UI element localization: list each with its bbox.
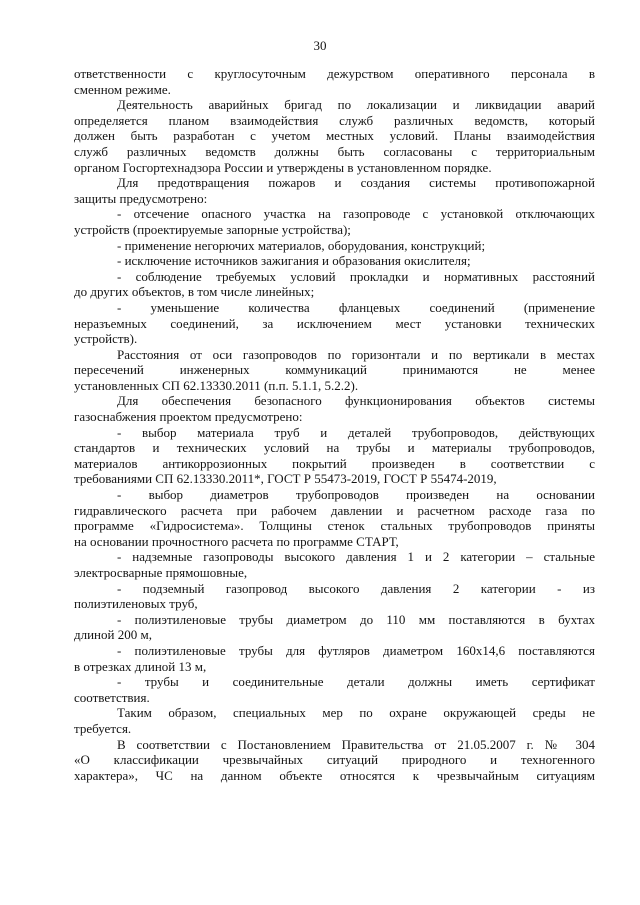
text-line: в отрезках длиной 13 м, (74, 658, 207, 674)
text-line: характера», ЧС на данном объекте относятся к чрезвычайным ситуациям (74, 767, 595, 783)
text-line: программе «Гидросистема». Толщины стенок стальных трубопроводов приняты (74, 518, 595, 534)
text-line: на основании прочностного расчета по программе СТАРТ, (74, 533, 399, 549)
text-line: до других объектов, в том числе линейных; (74, 284, 315, 300)
text-line: пересечений инженерных коммуникаций принимаются не менее (74, 362, 595, 378)
text-line: неразъемных соединений, за исключением мест установки технических (74, 315, 595, 331)
text-line: Для предотвращения пожаров и создания системы противопожарной (117, 175, 595, 191)
text-line: должен быть разработан с учетом местных условий. Планы взаимодействия (74, 128, 595, 144)
text-line: стандартов и технических условий на трубы и материалы трубопроводов, (74, 440, 595, 456)
text-line: требуется. (74, 720, 132, 736)
text-line: Деятельность аварийных бригад по локализации и ликвидации аварий (117, 97, 595, 113)
text-line: длиной 200 м, (74, 627, 152, 643)
text-line: - выбор материала труб и деталей трубопроводов, действующих (117, 424, 595, 440)
text-line: Расстояния от оси газопроводов по горизонтали и по вертикали в местах (117, 346, 595, 362)
text-line: установленных СП 62.13330.2011 (п.п. 5.1.1, 5.2.2). (74, 377, 359, 393)
text-line: материалов антикоррозионных покрытий произведен в соответствии с (74, 455, 595, 471)
text-line: Таким образом, специальных мер по охране окружающей среды не (117, 705, 595, 721)
text-line: органом Госгортехнадзора России и утверждены в установленном порядке. (74, 159, 492, 175)
text-line: - надземные газопроводы высокого давления 1 и 2 категории – стальные (117, 549, 595, 565)
text-line: устройств (проектируемые запорные устройства); (74, 221, 351, 237)
text-line: - выбор диаметров трубопроводов произведен на основании (117, 487, 595, 503)
text-line: сменном режиме. (74, 81, 171, 97)
text-line: полиэтиленовых труб, (74, 596, 198, 612)
text-line: электросварные прямошовные, (74, 565, 248, 580)
text-line: ответственности с круглосуточным дежурством оперативного персонала в (74, 66, 595, 81)
text-line: - подземный газопровод высокого давления 2 категории - из (117, 580, 595, 596)
text-line: требованиями СП 62.13330.2011*, ГОСТ Р 55473-2019, ГОСТ Р 55474-2019, (74, 471, 497, 487)
text-line: В соответствии с Постановлением Правительства от 21.05.2007 г. № 304 (117, 736, 595, 752)
text-line: - полиэтиленовые трубы для футляров диаметром 160х14,6 поставляются (117, 642, 595, 658)
text-line: защиты предусмотрено: (74, 190, 208, 206)
text-line: - отсечение опасного участка на газопроводе с установкой отключающих (117, 206, 595, 222)
text-line: - трубы и соединительные детали должны иметь сертификат (117, 674, 595, 690)
text-line: служб различных ведомств должны быть согласованы с территориальным (74, 143, 595, 159)
text-line: - уменьшение количества фланцевых соединений (применение (117, 299, 595, 315)
text-line: соответствия. (74, 689, 150, 705)
text-line: - исключение источников зажигания и образования окислителя; (117, 253, 471, 269)
text-line: газоснабжения проектом предусмотрено: (74, 409, 303, 425)
text-line: - полиэтиленовые трубы диаметром до 110 мм поставляются в бухтах (117, 611, 595, 627)
text-line: гидравлического расчета при рабочем давлении и расчетном расходе газа по (74, 502, 595, 518)
text-line: определяется планом взаимодействия служб различных ведомств, который (74, 112, 595, 128)
text-line: Для обеспечения безопасного функционирования объектов системы (117, 393, 595, 409)
document-body (74, 66, 595, 783)
text-line: «О классификации чрезвычайных ситуаций природного и техногенного (74, 752, 595, 768)
text-line: - соблюдение требуемых условий прокладки и нормативных расстояний (117, 268, 595, 284)
text-line: - применение негорючих материалов, оборудования, конструкций; (117, 237, 486, 253)
text-line: устройств). (74, 331, 138, 347)
page-number: 30 (313, 38, 327, 53)
